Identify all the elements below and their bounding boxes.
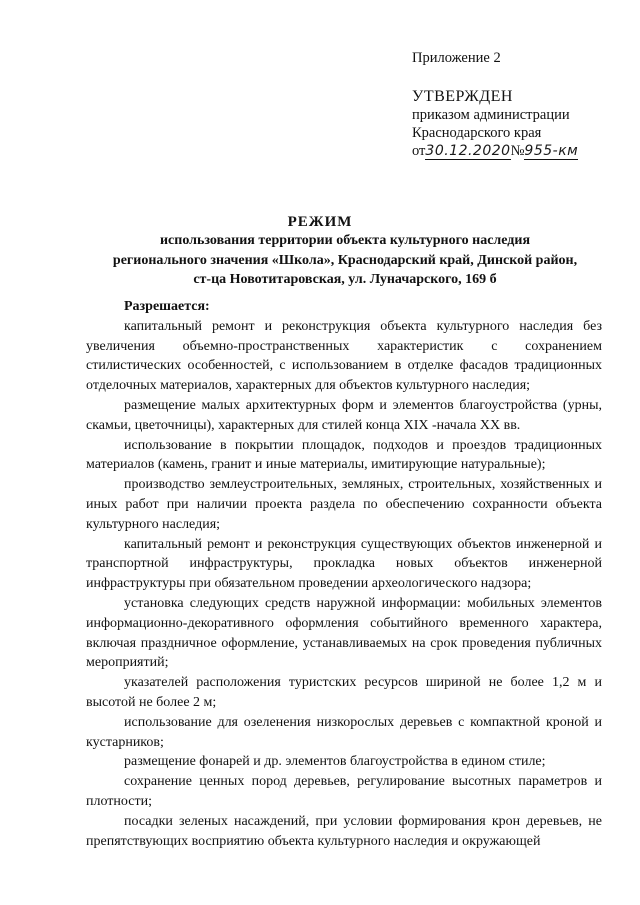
date-prefix: от: [412, 143, 426, 159]
paragraph-1: капитальный ремонт и реконструкция объекта культурного наследия без увеличения объемно-пространственных характеристик с сохранением стилистических особенностей, с использованием в отделке фасадов традиционных отделочных материалов, характерных для объектов культурного наследия;: [86, 318, 602, 394]
paragraph-5: капитальный ремонт и реконструкция существующих объектов инженерной и транспортной инфраструктуры, прокладка новых объектов инженерной инфраструктуры при обязательном проведении археологического надзора;: [86, 536, 602, 592]
handwritten-date: 30.12.2020: [425, 143, 511, 159]
paragraph-6: установка следующих средств наружной информации: мобильных элементов информационно-декоративного оформления событийного временного характера, включая праздничное оформление, устанавливаемых на срок проведения публичных мероприятий;: [86, 595, 602, 671]
approval-block: [412, 88, 578, 160]
paragraph-2: размещение малых архитектурных форм и элементов благоустройства (урны, скамьи, цветочницы), характерных для стилей конца XIX -начала XX вв.: [86, 397, 602, 433]
number-sign: №: [510, 143, 525, 159]
paragraph-4: производство землеустроительных, земляных, строительных, хозяйственных и иных работ при наличии проекта раздела по обеспечению сохранности объекта культурного наследия;: [86, 477, 602, 532]
document-subtitle: [70, 231, 620, 290]
subtitle-line-1: использования территории объекта культурного наследия: [159, 233, 531, 248]
document-title: РЕЖИМ: [287, 214, 353, 230]
paragraph-8: использование для озеленения низкорослых деревьев с компактной кроной и кустарников;: [86, 714, 602, 750]
paragraph-10: сохранение ценных пород деревьев, регулирование высотных параметров и плотности;: [86, 774, 602, 809]
paragraph-11: посадки зеленых насаждений, при условии формирования крон деревьев, не препятствующих восприятию объекта культурного наследия и окружающей: [86, 813, 602, 849]
handwritten-number: 955-км: [524, 143, 579, 159]
document-body: [86, 297, 602, 851]
approval-date-line: [412, 142, 578, 160]
appendix-label: Приложение 2: [412, 50, 501, 66]
subtitle-line-2: регионального значения «Школа», Краснодарский край, Динской район,: [112, 252, 578, 268]
paragraph-9: размещение фонарей и др. элементов благоустройства в едином стиле;: [124, 754, 546, 770]
approved-line-1: приказом администрации: [412, 107, 570, 123]
approved-line-2: Краснодарского края: [412, 125, 542, 141]
approved-heading: УТВЕРЖДЕН: [412, 88, 513, 105]
allowed-heading: Разрешается:: [124, 299, 210, 314]
subtitle-line-3: ст-ца Новотитаровская, ул. Луначарского, 169 б: [193, 272, 497, 287]
paragraph-7: указателей расположения туристских ресурсов шириной не более 1,2 м и высотой не более 2 м;: [86, 675, 602, 710]
paragraph-3: использование в покрытии площадок, подходов и проездов традиционных материалов (камень, гранит и иные материалы, имитирующие натуральные);: [86, 437, 602, 473]
